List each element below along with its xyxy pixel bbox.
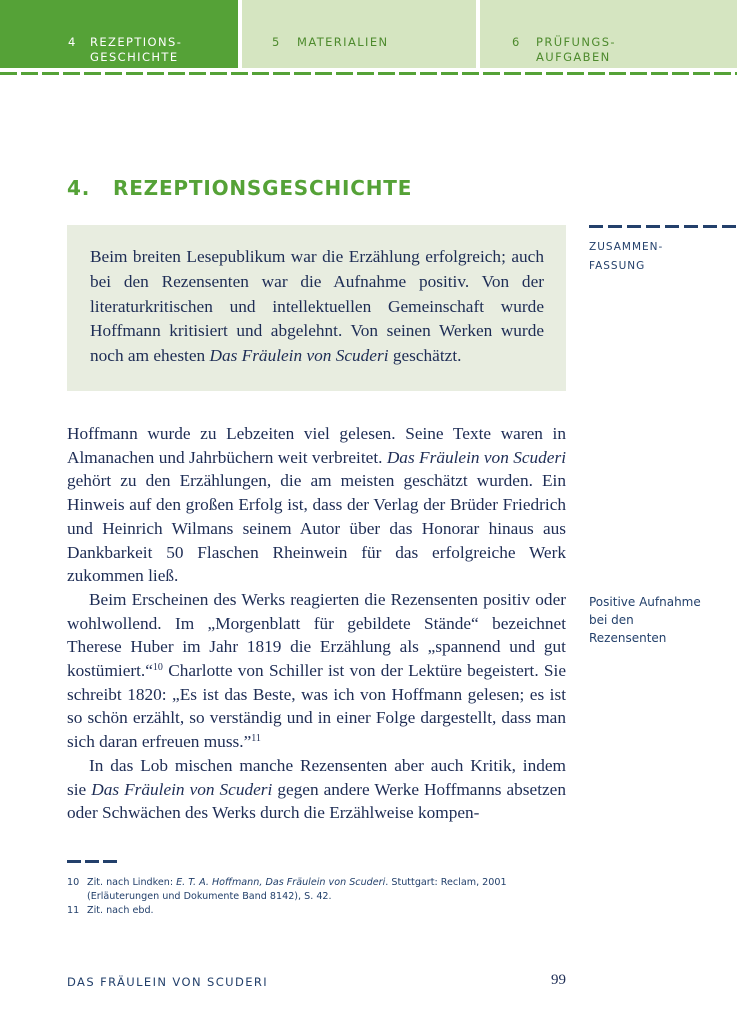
summary-text-part: Beim breiten Lesepublikum war die Erzählung erfolgreich; auch bei den Rezensenten war die Aufnahme positiv. Von der literaturkritischen und intellektuellen Gemeinschaft wurde Hoffmann kritisiert und abgelehnt. Von seinen Werken wurde noch am ehesten [90,247,544,366]
text-span: Charlotte von Schiller ist von der Lektüre begeistert. Sie schreibt 1820: „Es ist das Beste, was ich von Hoffmann gelesen; es ist so schön erzählt, so verständig und in einer Folge dargestellt, dass man sich daran erfreuen muss.” [67,661,566,752]
work-title: Das Fräulein von Scuderi [386,447,566,467]
footnote-number: 11 [67,905,80,916]
text-span: gehört zu den Erzählungen, die am meisten geschätzt wurden. Ein Hinweis auf den großen Erfolg ist, dass der Verlag der Brüder Friedrich und Heinrich Wilmans seinem Autor über das Honorar hinaus aus Dankbarkeit 50 Flaschen Rheinwein für das erfolgreiche Werk zukommen ließ. [67,471,566,586]
page-number: 99 [551,972,566,988]
chapter-title: REZEPTIONSGESCHICHTE [113,176,413,200]
tab-label: PRÜFUNGS- AUFGABEN [536,35,616,64]
tab-number: 4 [68,35,77,49]
footnote-ref[interactable]: 11 [251,733,261,745]
tab-rezeptionsgeschichte[interactable] [0,0,238,68]
footnotes [67,876,566,919]
work-title: Das Fräulein von Scuderi [209,346,389,366]
footnote [67,904,566,918]
footnote-text: Zit. nach ebd. [87,905,154,916]
tab-label: MATERIALIEN [297,35,389,49]
tab-number: 5 [272,35,281,49]
tab-materialien[interactable] [242,0,476,68]
paragraph [67,754,566,825]
footnote-number: 10 [67,877,80,888]
footnote-text: . Stuttgart: Reclam, 2001 (Erläuterungen und Dokumente Band 8142), S. 42. [87,877,507,902]
footnote-ref[interactable]: 10 [152,662,163,674]
footnote-source-title: E. T. A. Hoffmann, Das Fräulein von Scuderi [176,877,386,888]
margin-note-summary: ZUSAMMEN- FASSUNG [589,241,664,272]
margin-note-reception: Positive Aufnahme bei den Rezensenten [589,595,701,645]
summary-text-part: geschätzt. [388,346,462,366]
chapter-navigation [0,0,737,68]
tab-number: 6 [512,35,521,49]
summary-box [67,225,566,391]
summary-text [90,245,544,369]
paragraph [67,422,566,588]
chapter-number: 4. [67,176,91,200]
margin-divider [589,225,737,228]
text-span: Beim Erscheinen des Werks reagierten die Rezensenten positiv oder wohlwollend. Im „Morgenblatt für gebildete Stände“ bezeichnet Therese Huber im Jahr 1819 die Erzählung als „spannend und gut kostümiert.“ [67,589,566,681]
tab-label: REZEPTIONS- GESCHICHTE [90,35,183,64]
footnote-text: Zit. nach Lindken: [87,877,177,888]
footnote-divider [67,860,117,863]
paragraph [67,588,566,754]
work-title: Das Fräulein von Scuderi [91,779,273,799]
tab-pruefungsaufgaben[interactable] [480,0,737,68]
header-divider [0,72,737,75]
footnote [67,876,566,903]
chapter-heading [67,176,412,200]
body-text [67,422,566,825]
text-span: gegen andere Werke Hoffmanns absetzen oder Schwächen des Werks durch die Erzählweise kompen- [67,779,566,823]
running-footer-title: DAS FRÄULEIN VON SCUDERI [67,975,269,989]
text-span: In das Lob mischen manche Rezensenten aber auch Kritik, indem sie [67,755,566,799]
text-span: Hoffmann wurde zu Lebzeiten viel gelesen. Seine Texte waren in Almanachen und Jahrbüchern weit verbreitet. [67,424,566,467]
